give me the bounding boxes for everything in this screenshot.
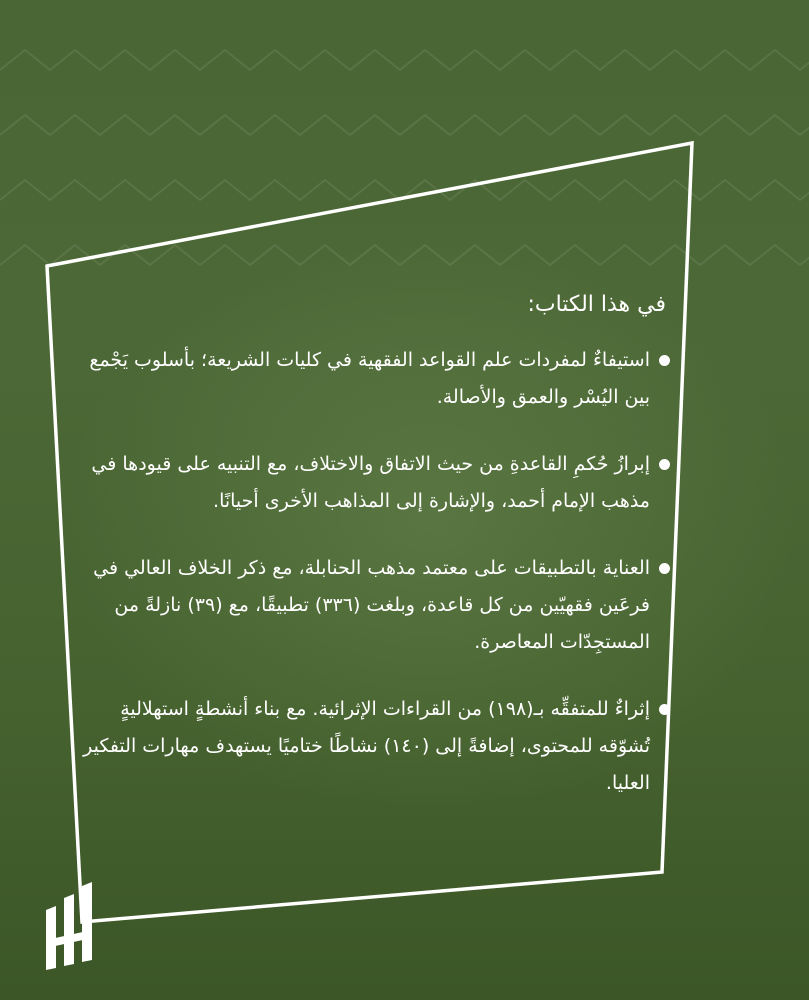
- book-features: [70, 290, 670, 832]
- bullet-icon: [659, 563, 670, 574]
- bullet-icon: [659, 459, 670, 470]
- feature-text: استيفاءٌ لمفردات علم القواعد الفقهية في كليات الشريعة؛ بأسلوب يَجْمع بين اليُسْر والعمق والأصالة.: [89, 349, 650, 408]
- bullet-icon: [659, 355, 670, 366]
- bullet-icon: [659, 704, 670, 715]
- feature-item: [70, 691, 670, 802]
- features-list: [70, 342, 670, 802]
- feature-item: [70, 550, 670, 661]
- features-heading: في هذا الكتاب:: [527, 292, 666, 317]
- publisher-logo-icon: [40, 880, 100, 970]
- feature-item: [70, 342, 670, 416]
- feature-text: إثراءٌ للمتفقِّه بـ(١٩٨) من القراءات الإثرائية. مع بناء أنشطةٍ استهلاليةٍ تُشوّقه للمحتوى، إضافةً إلى (١٤٠) نشاطًا ختاميًا يستهدف مهارات التفكير العليا.: [83, 698, 650, 794]
- feature-text: إبرازُ حُكمِ القاعدةِ من حيث الاتفاق والاختلاف، مع التنبيه على قيودها في مذهب الإمام أحمد، والإشارة إلى المذاهب الأخرى أحيانًا.: [91, 453, 650, 512]
- feature-item: [70, 446, 670, 520]
- feature-text: العناية بالتطبيقات على معتمد مذهب الحنابلة، مع ذكر الخلاف العالي في فرعَين فقهيّين من كل قاعدة، وبلغت (٣٣٦) تطبيقًا، مع (٣٩) نازلةً من المستجِدّات المعاصرة.: [93, 557, 650, 653]
